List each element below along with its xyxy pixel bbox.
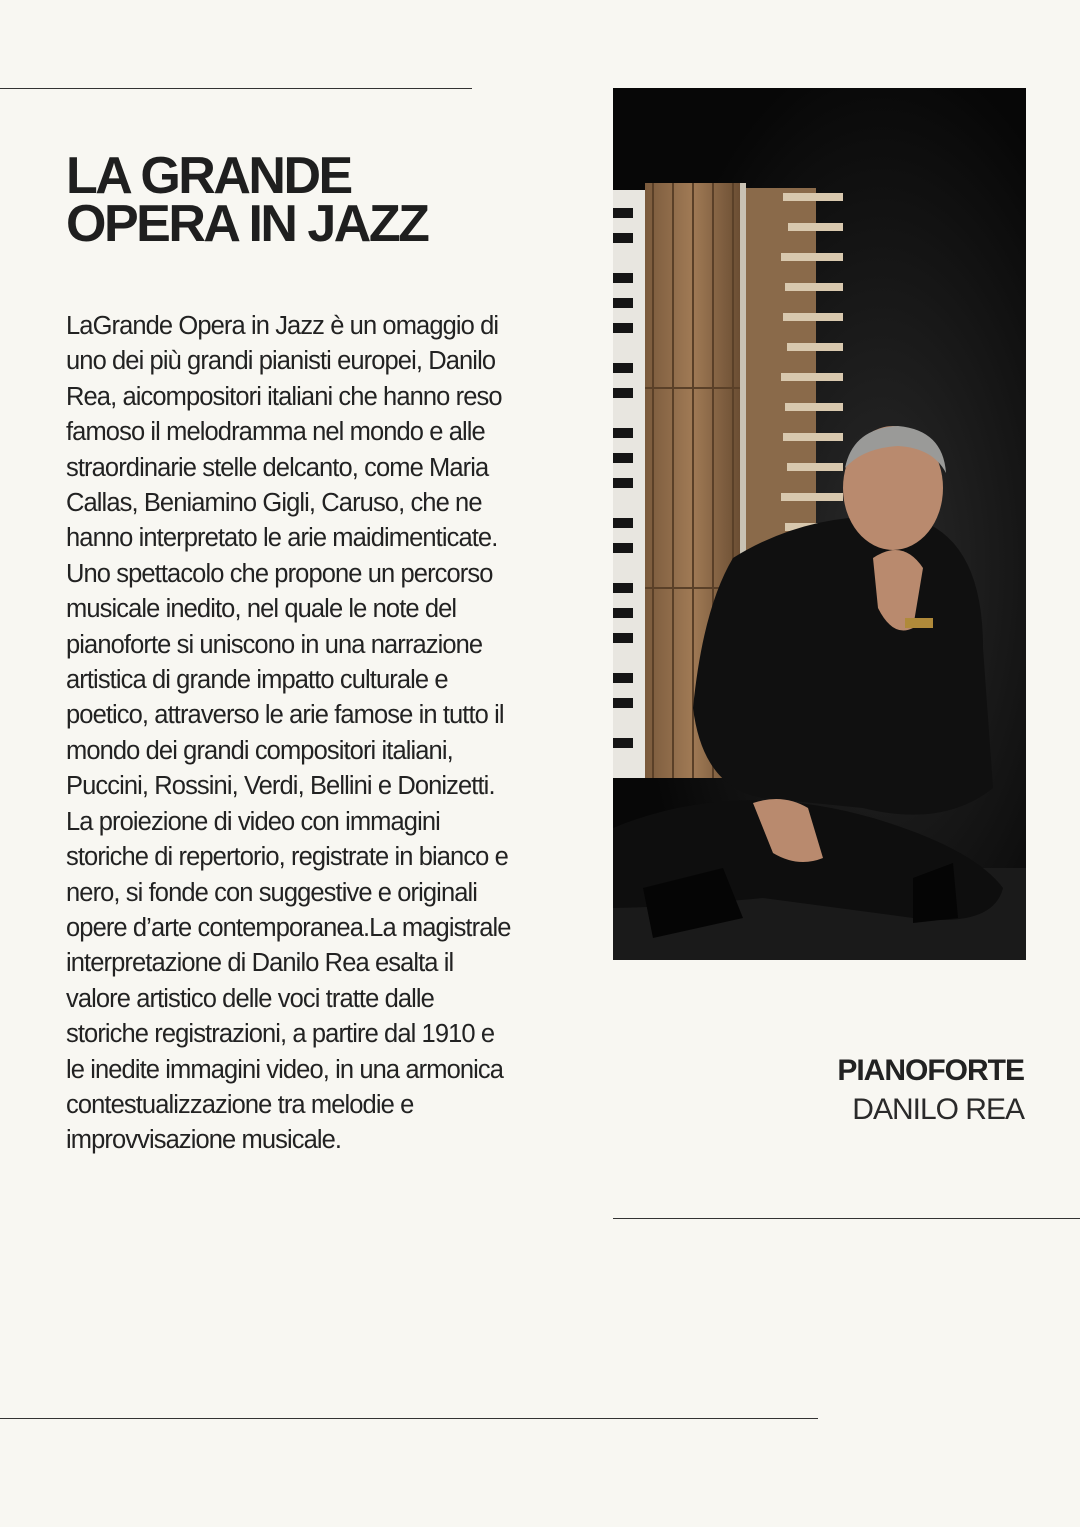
page-title	[66, 147, 566, 253]
middle-divider	[613, 1218, 1080, 1219]
bottom-divider	[0, 1418, 818, 1419]
top-divider	[0, 88, 472, 89]
pianist-photo-illustration	[613, 88, 1026, 960]
keyboard-icon	[613, 190, 645, 778]
credit-name: DANILO REA	[852, 1093, 1024, 1126]
description-paragraph: LaGrande Opera in Jazz è un omaggio di uno dei più grandi pianisti europei, Danilo Rea, aicompositori italiani che hanno reso famoso il melodramma nel mondo e alle straordinarie stelle delcanto, come Maria Callas, Beniamino Gigli, Caruso, che ne hanno interpretato le arie maidimenticate. Uno spettacolo che propone un percorso musicale inedito, nel quale le note del pianoforte si uniscono in una narrazione artistica di grande impatto culturale e poetico, attraverso le arie famose in tutto il mondo dei grandi compositori italiani, Puccini, Rossini, Verdi, Bellini e Donizetti. La proiezione di video con immagini storiche di repertorio, registrate in bianco e nero, si fonde con suggestive e originali opere d’arte contemporanea.La magistrale interpretazione di Danilo Rea esalta il valore artistico delle voci tratte dalle storiche registrazioni, a partire dal 1910 e le inedite immagini video, in una armonica contestualizzazione tra melodie e improvvisazione musicale.	[66, 312, 511, 1155]
title-line-2: OPERA IN JAZZ	[66, 195, 428, 253]
title-line-1: LA GRANDE	[66, 147, 351, 205]
performer-credit	[837, 1051, 1024, 1129]
credit-role: PIANOFORTE	[837, 1054, 1024, 1087]
pianist-photo	[613, 88, 1026, 960]
